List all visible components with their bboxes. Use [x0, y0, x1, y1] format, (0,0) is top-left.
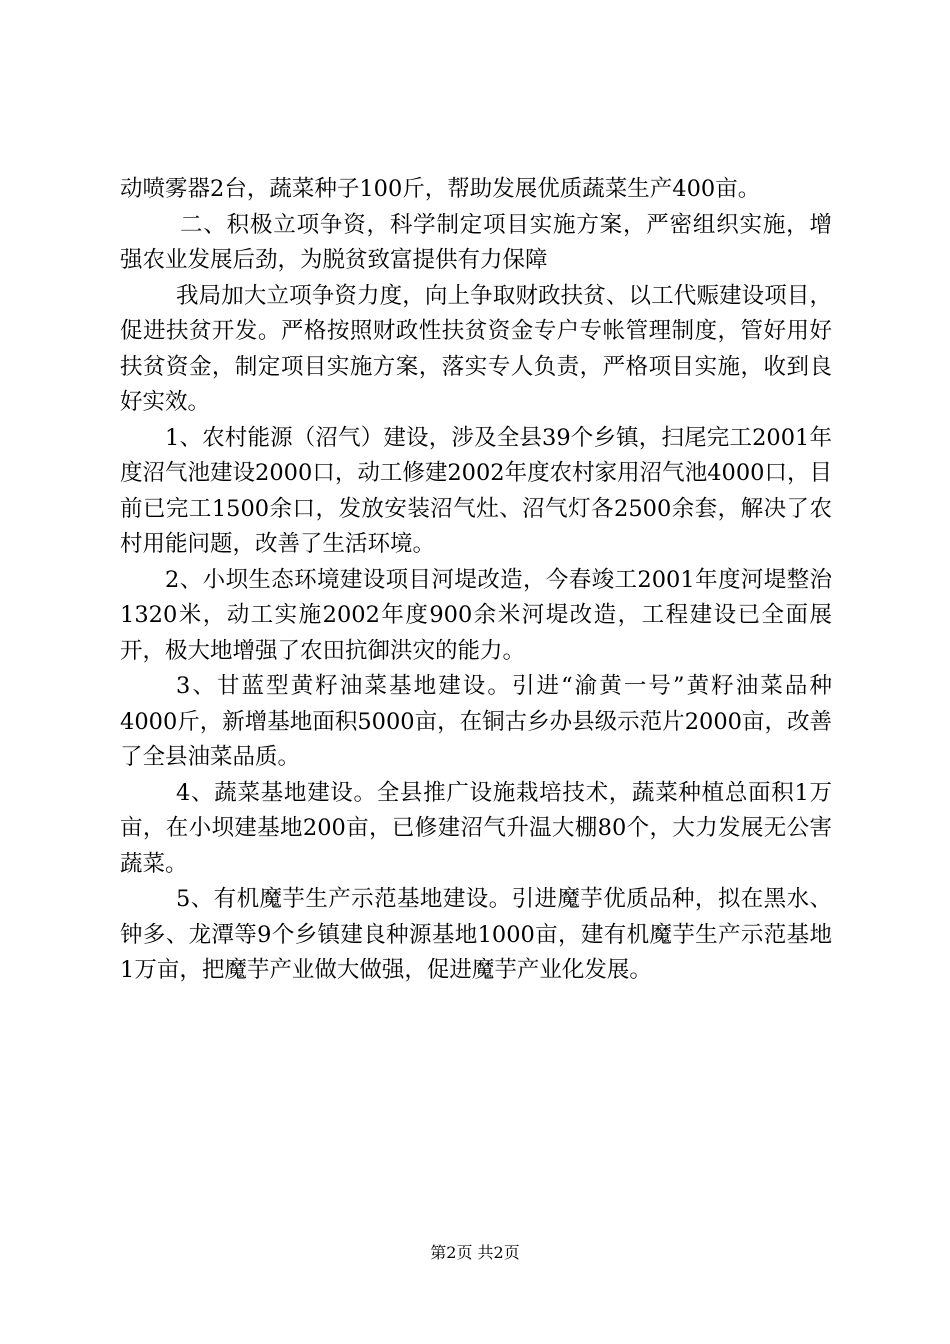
section-heading-2: 二、积极立项争资，科学制定项目实施方案，严密组织实施，增强农业发展后劲，为脱贫致富提供有力保障: [120, 211, 832, 273]
list-item-3: 3、甘蓝型黄籽油菜基地建设。引进“渝黄一号”黄籽油菜品种4000斤，新增基地面积5000亩，在铜古乡办县级示范片2000亩，改善了全县油菜品质。: [120, 673, 832, 770]
list-item-5: 5、有机魔芋生产示范基地建设。引进魔芋优质品种，拟在黑水、钟多、龙潭等9个乡镇建良种源基地1000亩，建有机魔芋生产示范基地1万亩，把魔芋产业做大做强，促进魔芋产业化发展。: [120, 886, 832, 983]
paragraph-continuation: 动喷雾器2台，蔬菜种子100斤，帮助发展优质蔬菜生产400亩。: [120, 176, 761, 202]
list-item-2: 2、小坝生态环境建设项目河堤改造，今春竣工2001年度河堤整治1320米，动工实施2002年度900余米河堤改造，工程建设已全面展开，极大地增强了农田抗御洪灾的能力。: [120, 566, 832, 664]
document-body: [120, 172, 832, 989]
page-number-footer: 第2页 共2页: [430, 1243, 520, 1262]
list-item-1: 1、农村能源（沼气）建设，涉及全县39个乡镇，扫尾完工2001年度沼气池建设2000口，动工修建2002年度农村家用沼气池4000口，目前已完工1500余口，发放安装沼气灶、沼气灯各2500余套，解决了农村用能问题，改善了生活环境。: [120, 424, 832, 557]
paragraph-intro: 我局加大立项争资力度，向上争取财政扶贫、以工代赈建设项目，促进扶贫开发。严格按照财政性扶贫资金专户专帐管理制度，管好用好扶贫资金，制定项目实施方案，落实专人负责，严格项目实施，收到良好实效。: [120, 282, 832, 415]
list-item-4: 4、蔬菜基地建设。全县推广设施栽培技术，蔬菜种植总面积1万亩，在小坝建基地200亩，已修建沼气升温大棚80个，大力发展无公害蔬菜。: [120, 779, 832, 877]
